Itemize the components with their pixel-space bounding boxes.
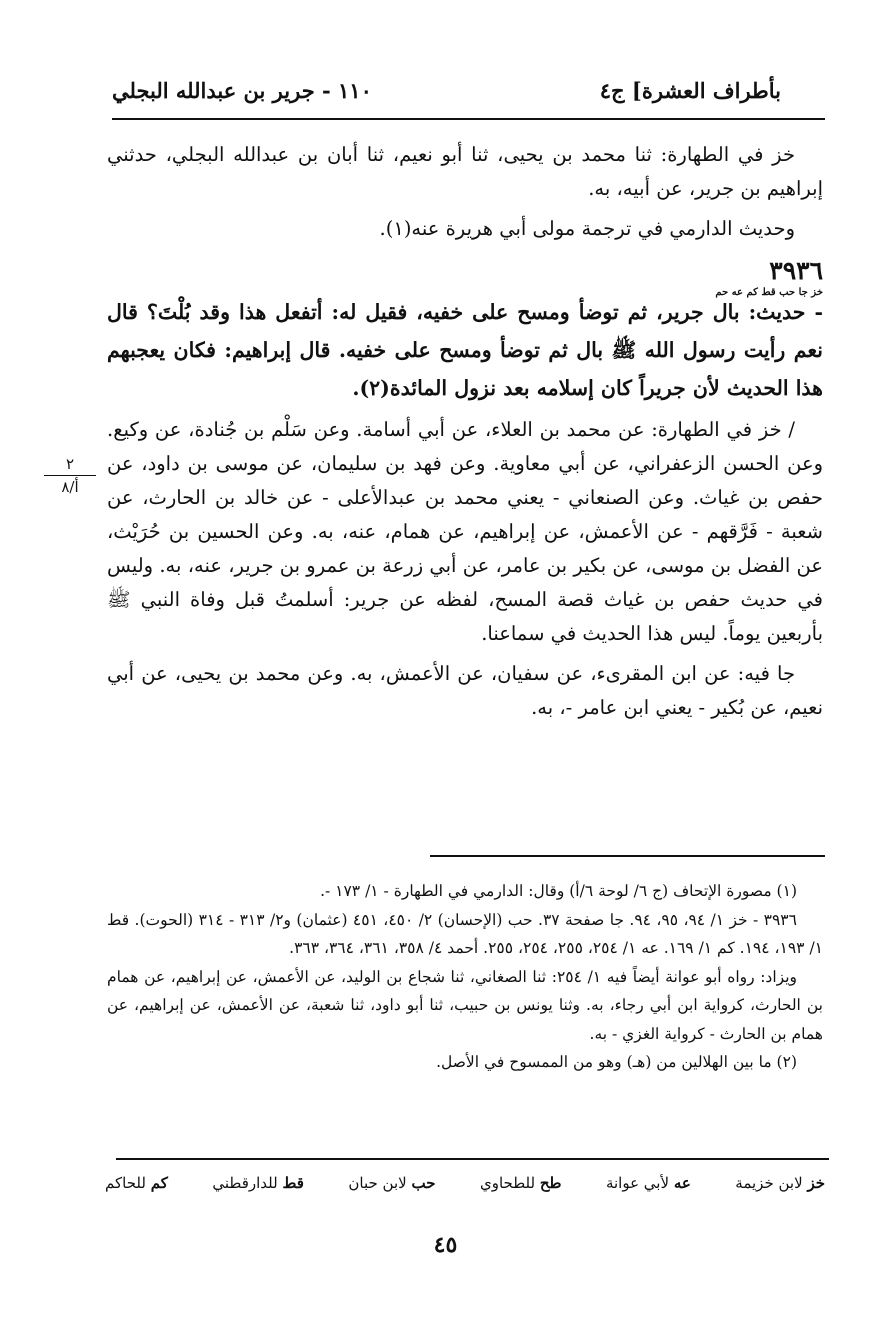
hadith-number: ٣٩٣٦	[769, 256, 823, 285]
footnotes	[107, 877, 823, 1077]
abbreviation-legend	[105, 1174, 825, 1192]
footnote-additions: ويزاد: رواه أبو عوانة أيضاً فيه ١/ ٢٥٤: ثنا الصغاني، ثنا شجاع بن الوليد، عن الأعمش، عن إبراهيم، عن همام بن الحارث، كرواية ابن أبي رجاء، به. وثنا يونس بن حبيب، ثنا أبو داود، ثنا شعبة، عن الأعمش، عن إبراهيم، عن همام بن الحارث - كرواية الغزي - به.	[107, 967, 823, 1043]
footnote-references: ٣٩٣٦ - خز ١/ ٩٤، ٩٥، ٩٤. جا صفحة ٣٧. حب (الإحسان) ٢/ ٤٥٠، ٤٥١ (عثمان) و٢/ ٣١٣ - ٣١٤ (الحوت). قط ١/ ١٩٣، ١٩٤. كم ١/ ١٦٩. عه ١/ ٢٥٤، ٢٥٥، ٢٥٤، ٢٥٥. أحمد ٤/ ٣٥٨، ٣٦١، ٣٦٤، ٣٦٣.	[107, 910, 823, 957]
hadith-source-abbrevs: خز جا حب قط كم عه حم	[715, 287, 823, 298]
footnote-rule	[430, 855, 825, 857]
hadith-text: - حديث: بال جرير، ثم توضأ ومسح على خفيه، فقيل له: أتفعل هذا وقد بُلْتَ؟ قال نعم رأيت رسول الله ﷺ بال ثم توضأ ومسح على خفيه. قال إبراهيم: فكان يعجبهم هذا الحديث لأن جريراً كان إسلامه بعد نزول المائدة(٢).	[107, 300, 823, 400]
margin-note	[40, 453, 100, 498]
legend-item: قط للدارقطني	[212, 1174, 304, 1192]
legend-item: خز لابن خزيمة	[735, 1174, 825, 1192]
running-header	[112, 70, 781, 110]
paragraph-4: جا فيه: عن ابن المقرىء، عن سفيان، عن الأعمش، به. وعن محمد بن يحيى، عن أبي نعيم، عن بُكير - يعني ابن عامر -، به.	[107, 662, 823, 719]
paragraph-2: وحديث الدارمي في ترجمة مولى أبي هريرة عنه(١).	[379, 217, 795, 240]
paragraph-3: / خز في الطهارة: عن محمد بن العلاء، عن أبي أسامة. وعن سَلْم بن جُنادة، عن وكيع. وعن الحسن الزعفراني، عن أبي معاوية. وعن فهد بن سليمان، عن موسى بن داود، عن حفص بن غياث. وعن الصنعاني - يعني محمد بن عبدالأعلى - عن خالد بن الحارث، عن شعبة - فَرَّقهم - عن الأعمش، عن إبراهيم، عن همام، عنه، به. وعن الحسين بن حُرَيْث، عن الفضل بن موسى، عن بكير بن عامر، عن أبي زرعة بن عمرو بن جرير، عنه، به. وليس في حديث حفص بن غياث قصة المسح، لفظه عن جرير: أسلمتُ قبل وفاة النبي ﷺ بأربعين يوماً. ليس هذا الحديث في سماعنا.	[107, 418, 823, 645]
footnote-2: (٢) ما بين الهلالين من (هـ) وهو من الممسوح في الأصل.	[436, 1053, 797, 1071]
legend-rule	[116, 1158, 829, 1160]
footnote-1: (١) مصورة الإتحاف (ج ٦/ لوحة ٦/أ) وقال: الدارمي في الطهارة - ١/ ١٧٣ -.	[320, 882, 797, 900]
legend-item: حب لابن حبان	[348, 1174, 436, 1192]
header-rule	[112, 118, 825, 120]
legend-item: طح للطحاوي	[479, 1174, 562, 1192]
header-chapter-title: ١١٠ - جرير بن عبدالله البجلي	[112, 77, 372, 103]
margin-note-volume: ٢	[65, 455, 75, 473]
paragraph-1: خز في الطهارة: ثنا محمد بن يحيى، ثنا أبو نعيم، ثنا أبان بن عبدالله البجلي، حدثني إبراهيم بن جرير، عن أبيه، به.	[107, 143, 823, 200]
main-text	[107, 138, 823, 731]
header-book-title: بأطراف العشرة] ج٤	[599, 77, 781, 103]
margin-note-folio: أ/٨	[61, 478, 79, 496]
page-number: ٤٥	[433, 1232, 458, 1258]
legend-item: كم للحاكم	[105, 1174, 168, 1192]
legend-item: عه لأبي عوانة	[605, 1174, 691, 1192]
hadith-entry	[107, 252, 823, 407]
